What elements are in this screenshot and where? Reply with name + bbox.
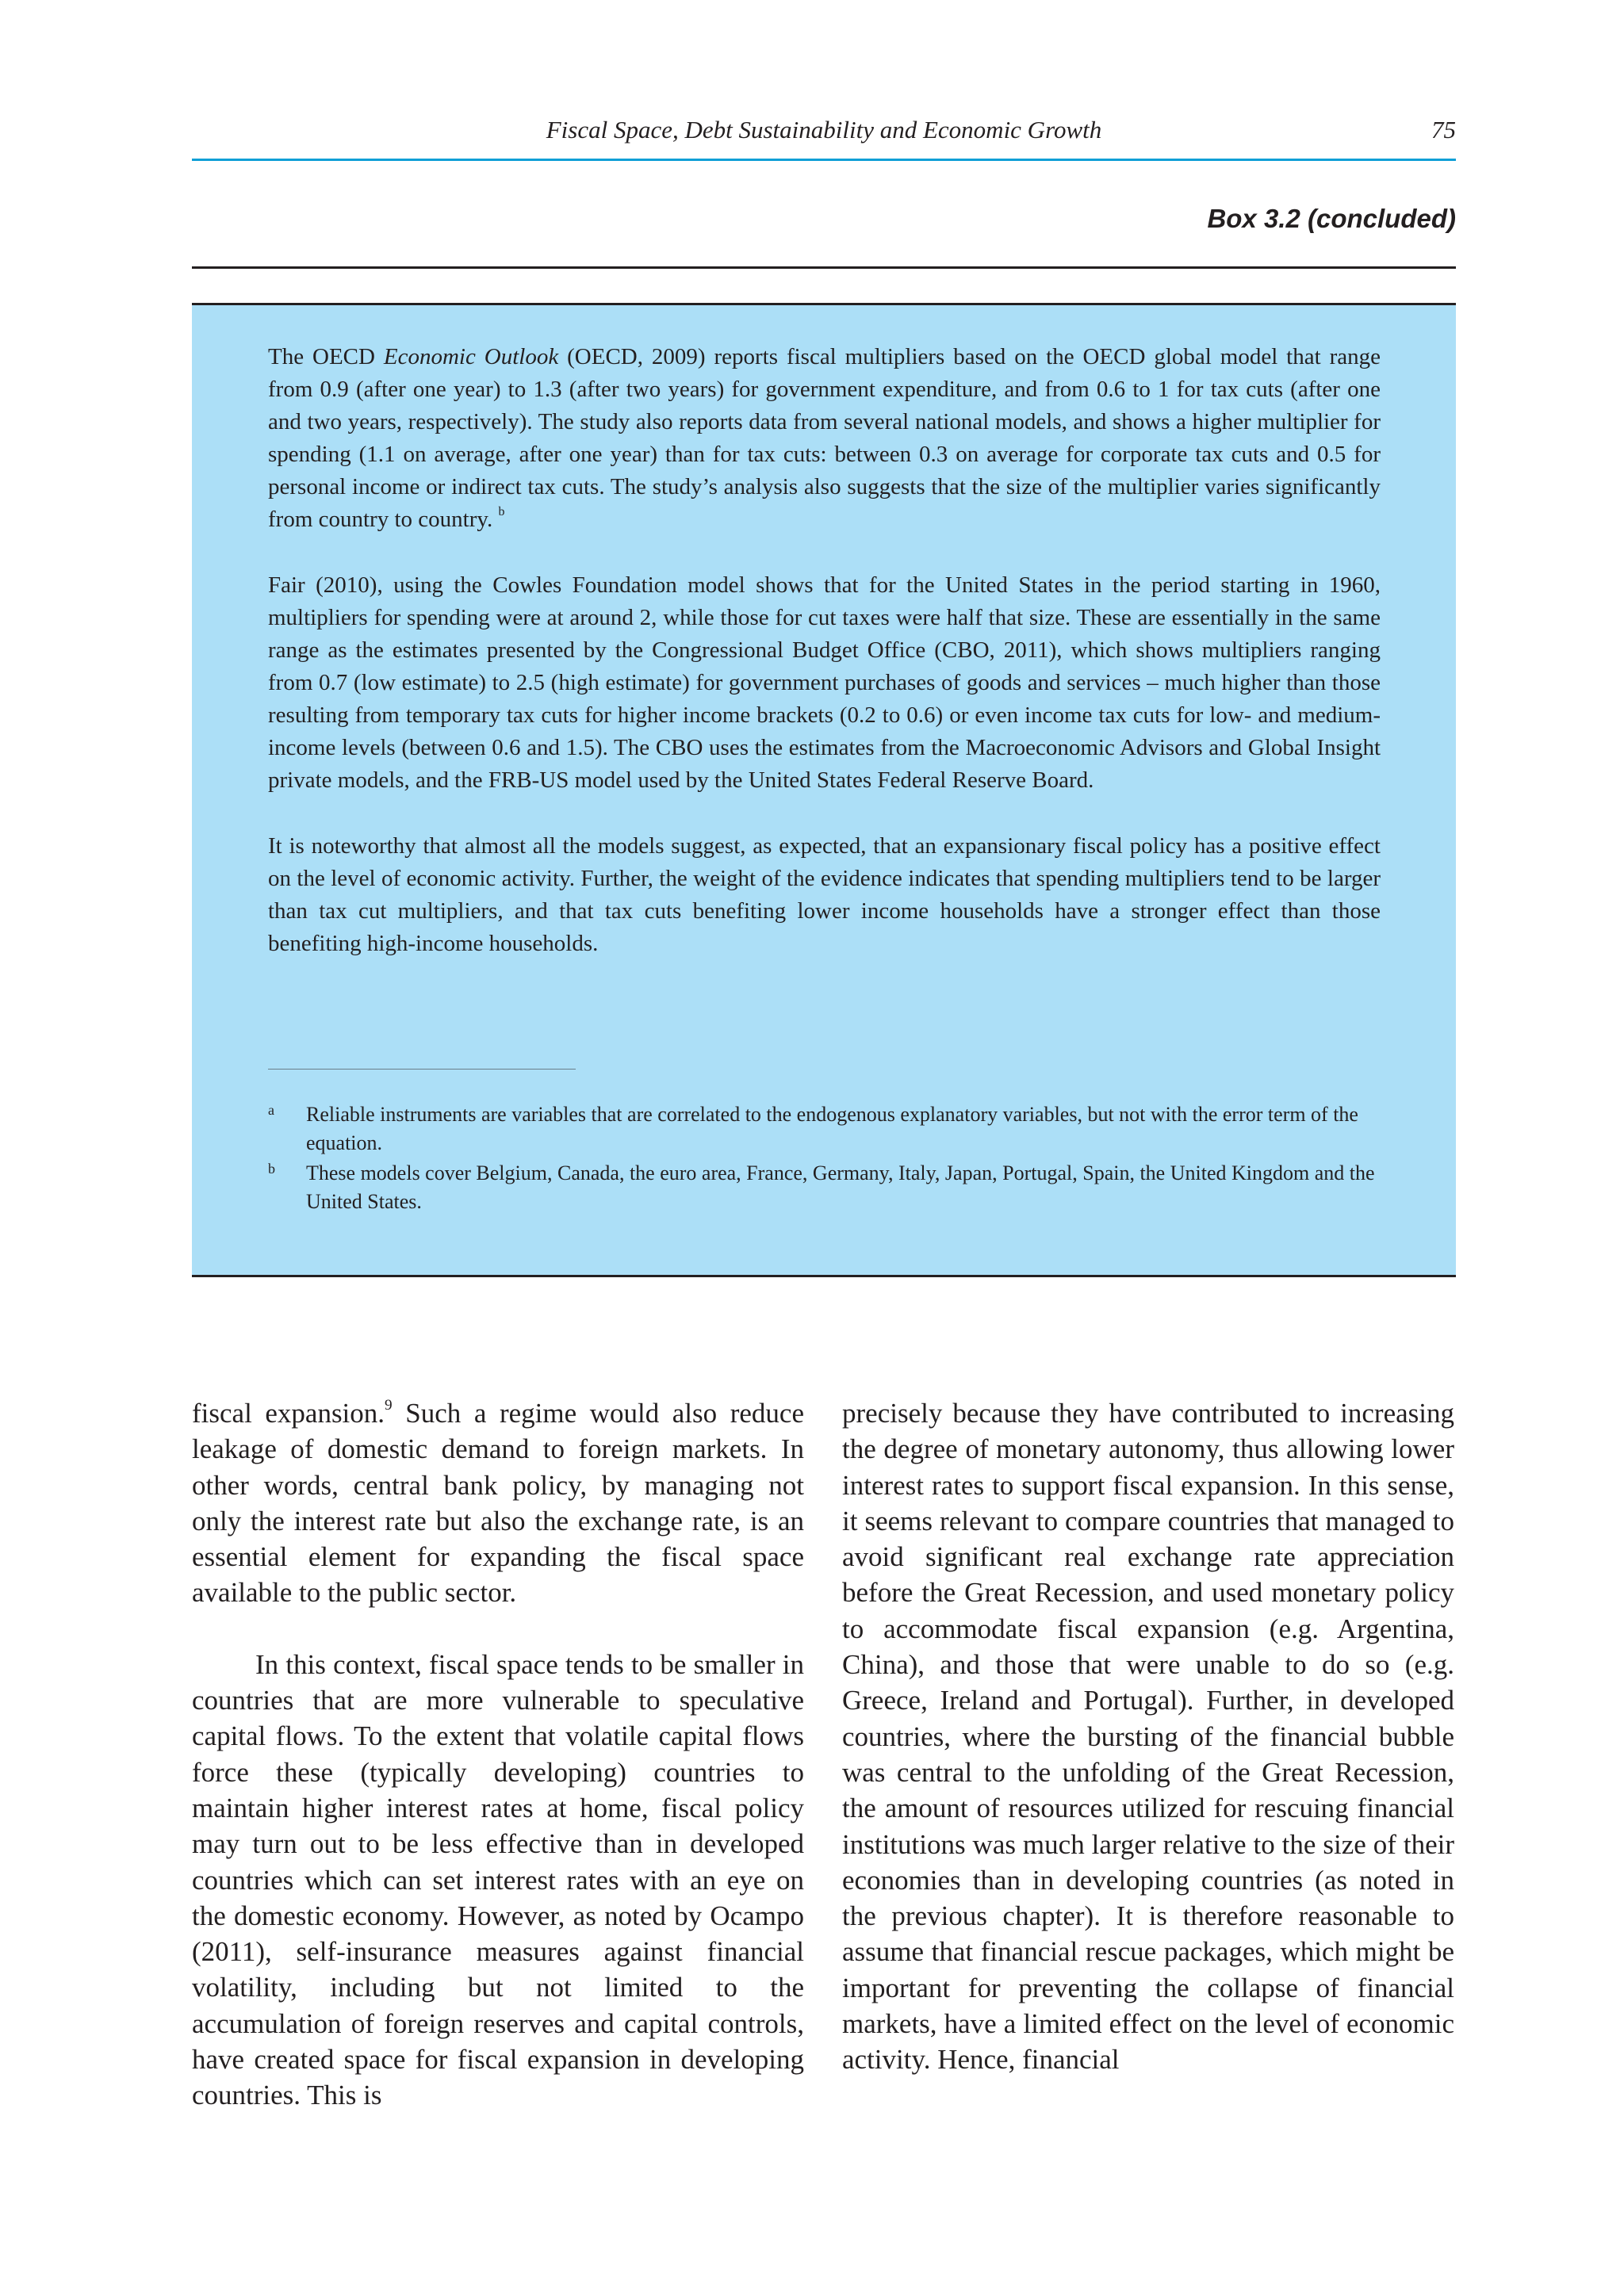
- box-paragraph-2: Fair (2010), using the Cowles Foundation model shows that for the United States in the period starting in 1960, multipliers for spending were at around 2, while those for cut taxes were half that size. These are essentially in the same range as the estimates presented by the Congressional Budget Office (CBO, 2011), which shows multipliers ranging from 0.7 (low estimate) to 2.5 (high estimate) for government purchases of goods and services – much higher than those resulting from temporary tax cuts for higher income brackets (0.2 to 0.6) or even income tax cuts for low- and medium-income levels (between 0.6 and 1.5). The CBO uses the estimates from the Macroeconomic Advisors and Global Insight private models, and the FRB-US model used by the United States Federal Reserve Board.: [268, 572, 1381, 793]
- footnote-ref-9: 9: [385, 1396, 393, 1414]
- footnote-ref-b: b: [498, 505, 505, 519]
- running-header: [192, 113, 1456, 147]
- footnote-mark: b: [268, 1161, 275, 1177]
- footnotes: [268, 1100, 1381, 1218]
- footnote-a: [268, 1100, 1381, 1158]
- box-panel-top-rule: [192, 303, 1456, 305]
- running-title: Fiscal Space, Debt Sustainability and Economic Growth: [546, 116, 1102, 144]
- box-label: Box 3.2 (concluded): [1207, 204, 1456, 233]
- header-rule: [192, 159, 1456, 161]
- body-paragraph: fiscal expansion.$^9$ Such a regime would also reduce leakage of domestic demand to foreign markets. In other words, central bank policy, by managing not only the interest rate but also the exchange rate, is an essential element for expanding the fiscal space available to the public sector.: [192, 1396, 804, 1609]
- page-number: 75: [1431, 116, 1456, 144]
- box-paragraph-1: The OECD Economic Outlook (OECD, 2009) reports fiscal multipliers based on the OECD global model that range from 0.9 (after one year) to 1.3 (after two years) for government expenditure, and from 0.6 to 1 for tax cuts (after one and two years, respectively). The study also reports data from several national models, and shows a higher multiplier for spending (1.1 on average, after one year) than for tax cuts: between 0.3 on average for corporate tax cuts and 0.5 for personal income or indirect tax cuts. The study’s analysis also suggests that the size of the multiplier varies significantly from country to country. $^b$: [268, 344, 1381, 532]
- box-bottom-rule: [192, 1275, 1456, 1277]
- right-column: [842, 1395, 1454, 2078]
- footnote-b: [268, 1159, 1381, 1216]
- publication-title: Economic Outlook: [383, 344, 559, 369]
- box-panel: [192, 303, 1456, 1275]
- footnote-text: Reliable instruments are variables that are correlated to the endogenous explanatory variables, but not with the error term of the equation.: [306, 1103, 1358, 1154]
- footnote-rule: [268, 1069, 576, 1070]
- body-paragraph: precisely because they have contributed to increasing the degree of monetary autonomy, thus allowing lower interest rates to support fiscal expansion. In this sense, it seems relevant to compare countries that managed to avoid significant real exchange rate appreciation before the Great Recession, and used monetary policy to accommodate fiscal expansion (e.g. Argentina, China), and those that were unable to do so (e.g. Greece, Ireland and Portugal). Further, in developed countries, where the bursting of the financial bubble was central to the unfolding of the Great Recession, the amount of resources utilized for rescuing financial institutions was much larger relative to the size of their economies than in developing countries (as noted in the previous chapter). It is therefore reasonable to assume that financial rescue packages, which might be important for preventing the collapse of financial markets, have a limited effect on the level of economic activity. Hence, financial: [842, 1398, 1454, 2076]
- box-paragraph-3: It is noteworthy that almost all the models suggest, as expected, that an expansionary fiscal policy has a positive effect on the level of economic activity. Further, the weight of the evidence indicates that spending multipliers tend to be larger than tax cut multipliers, and that tax cuts benefiting lower income households have a stronger effect than those benefiting high-income households.: [268, 833, 1381, 956]
- box-body: [268, 341, 1381, 993]
- footnote-text: These models cover Belgium, Canada, the euro area, France, Germany, Italy, Japan, Portugal, Spain, the United Kingdom and the United States.: [306, 1161, 1375, 1213]
- footnote-mark: a: [268, 1102, 274, 1118]
- body-paragraph: In this context, fiscal space tends to be smaller in countries that are more vulnerable to speculative capital flows. To the extent that volatile capital flows force these (typically developing) countries to maintain higher interest rates at home, fiscal policy may turn out to be less effective than in developed countries which can set interest rates with an eye on the domestic economy. However, as noted by Ocampo (2011), self-insurance measures against financial volatility, including but not limited to the accumulation of foreign reserves and capital controls, have created space for fiscal expansion in developing countries. This is: [192, 1648, 804, 2111]
- left-column: [192, 1395, 804, 2114]
- box-top-rule: [192, 266, 1456, 269]
